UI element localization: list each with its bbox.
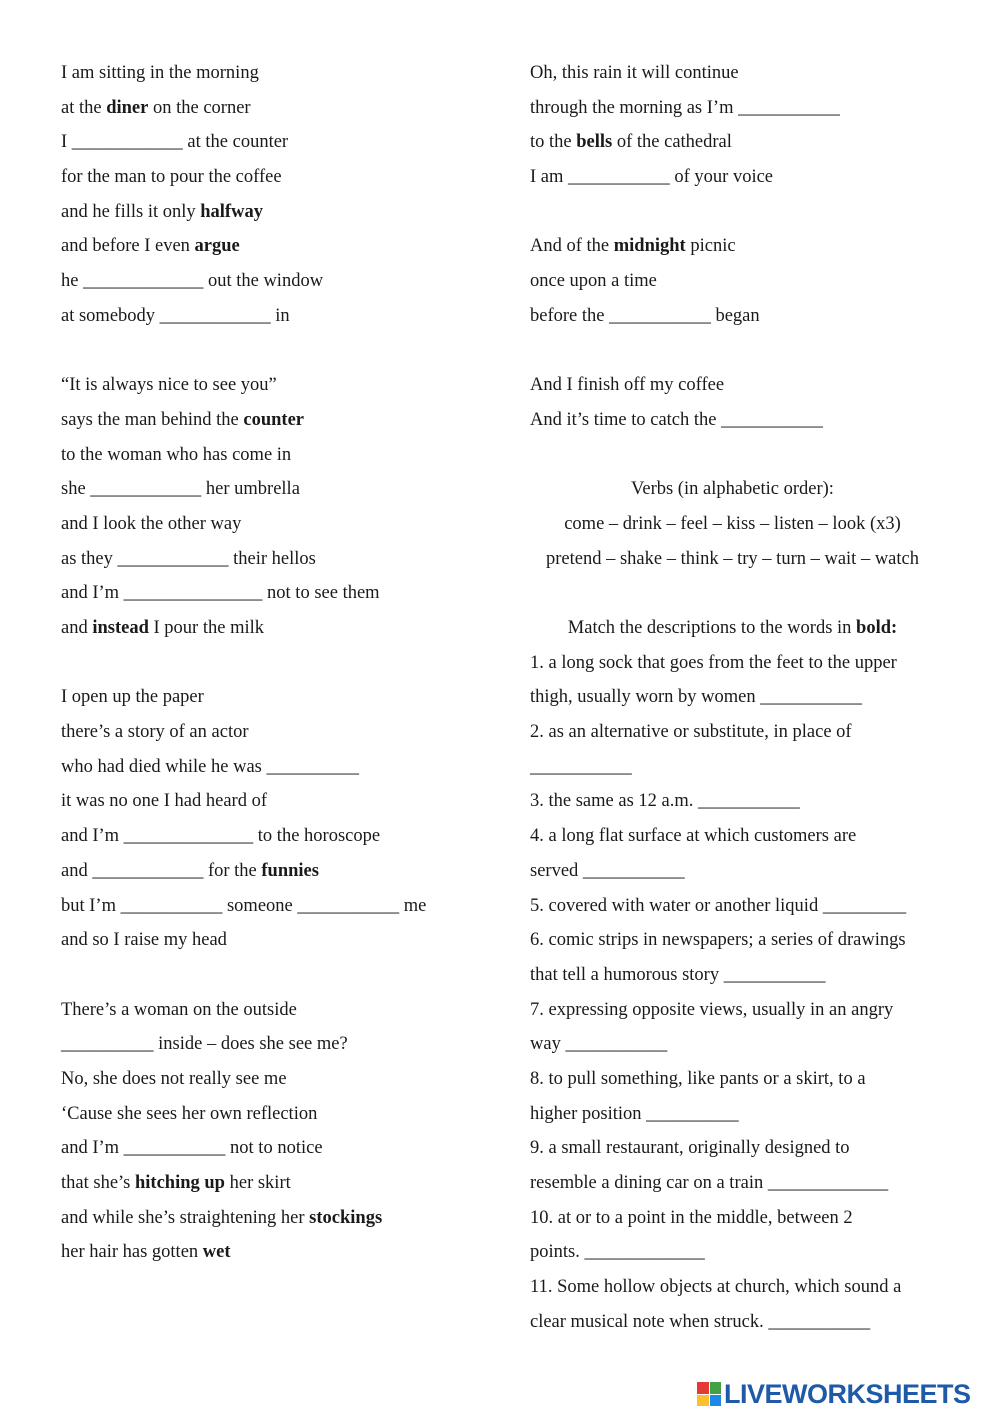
text-line [61, 472, 501, 507]
line-text: And of the [530, 236, 614, 257]
text-line [61, 819, 501, 854]
stanza-gap [530, 334, 970, 369]
line-text: thigh, usually worn by women ___________ [530, 687, 862, 708]
line-text: 11. Some hollow objects at church, which sound a [530, 1277, 902, 1298]
text-line [530, 923, 970, 958]
text-line [530, 1027, 970, 1062]
text-line [530, 125, 970, 160]
text-line [61, 1097, 501, 1132]
line-text: to the woman who has come in [61, 444, 292, 465]
line-text: once upon a time [530, 271, 657, 292]
line-text: 8. to pull something, like pants or a skirt, to a [530, 1068, 866, 1089]
text-line [61, 750, 501, 785]
text-line [530, 264, 970, 299]
bold-word: halfway [200, 201, 263, 222]
line-text: pretend – shake – think – try – turn – wait – watch [546, 548, 919, 569]
bold-word: counter [243, 409, 305, 430]
text-line [530, 1201, 970, 1236]
lyrics-column-left [61, 56, 501, 1270]
line-text: way ___________ [530, 1034, 668, 1055]
line-text: 3. the same as 12 a.m. ___________ [530, 791, 800, 812]
line-text: 7. expressing opposite views, usually in an angry [530, 999, 894, 1020]
line-text: I pour the milk [148, 618, 264, 638]
line-text: And it’s time to catch the ___________ [530, 409, 823, 430]
stanza-gap [530, 438, 970, 473]
line-text: No, she does not really see me [61, 1068, 287, 1089]
text-line [61, 507, 501, 542]
bold-word: bold: [856, 618, 898, 638]
text-line [520, 611, 945, 646]
text-line [530, 1062, 970, 1097]
line-text: and before I even [61, 236, 195, 257]
text-line [530, 993, 970, 1028]
text-line [530, 160, 970, 195]
line-text: that she’s [61, 1173, 135, 1193]
text-line [530, 56, 970, 91]
line-text: of the cathedral [612, 132, 732, 153]
line-text: and I’m ___________ not to notice [61, 1138, 323, 1159]
logo-square-icon [710, 1382, 722, 1394]
line-text: for the man to pour the coffee [61, 167, 282, 188]
text-line [61, 993, 501, 1028]
line-text: And I finish off my coffee [530, 375, 725, 396]
text-line [61, 1235, 501, 1270]
text-line [61, 923, 501, 958]
line-text: 2. as an alternative or substitute, in place of [530, 722, 852, 743]
line-text: her skirt [224, 1173, 291, 1193]
text-line [61, 576, 501, 611]
text-line [61, 1027, 501, 1062]
line-text: Oh, this rain it will continue [530, 63, 739, 83]
text-line [520, 472, 945, 507]
line-text: it was no one I had heard of [61, 791, 268, 812]
line-text: picnic [685, 236, 736, 257]
bold-word: wet [202, 1242, 231, 1263]
text-line [530, 1097, 970, 1132]
text-line [61, 91, 501, 126]
line-text: 6. comic strips in newspapers; a series of drawings [530, 930, 906, 951]
text-line [530, 1305, 970, 1340]
logo-square-icon [710, 1395, 722, 1407]
line-text: and while she’s straightening her [61, 1207, 310, 1228]
text-line [61, 299, 501, 334]
bold-word: hitching up [135, 1173, 225, 1193]
stanza-gap [61, 646, 501, 681]
text-line [530, 229, 970, 264]
text-line [61, 438, 501, 473]
text-line [61, 889, 501, 924]
text-line [530, 1131, 970, 1166]
text-line [61, 611, 501, 646]
stanza-gap [61, 958, 501, 993]
text-line [61, 1166, 501, 1201]
text-line [530, 680, 970, 715]
text-line [530, 819, 970, 854]
line-text: and so I raise my head [61, 930, 227, 951]
line-text: I am sitting in the morning [61, 63, 259, 83]
line-text: points. _____________ [530, 1242, 705, 1263]
text-line [530, 368, 970, 403]
text-line [530, 750, 970, 785]
stanza-gap [61, 334, 501, 369]
line-text: clear musical note when struck. ___________ [530, 1311, 871, 1332]
text-line [61, 195, 501, 230]
line-text: 1. a long sock that goes from the feet to the upper [530, 652, 897, 673]
text-line [61, 542, 501, 577]
line-text: 9. a small restaurant, originally designed to [530, 1138, 850, 1159]
line-text: her hair has gotten [61, 1242, 203, 1263]
line-text: I ____________ at the counter [61, 132, 289, 153]
text-line [61, 1131, 501, 1166]
text-line [61, 125, 501, 160]
line-text: and I look the other way [61, 513, 242, 534]
line-text: says the man behind the [61, 409, 244, 430]
line-text: served ___________ [530, 860, 685, 881]
logo-square-icon [697, 1382, 709, 1394]
line-text: there’s a story of an actor [61, 722, 249, 743]
bold-word: funnies [261, 860, 319, 881]
line-text: Match the descriptions to the words in [567, 618, 857, 638]
line-text: There’s a woman on the outside [61, 999, 297, 1020]
line-text: before the ___________ began [530, 305, 760, 326]
text-line [530, 1270, 970, 1305]
text-line [530, 1235, 970, 1270]
logo-square-icon [697, 1395, 709, 1407]
text-line [530, 91, 970, 126]
line-text: who had died while he was __________ [61, 756, 360, 777]
logo-mark-icon [697, 1382, 721, 1406]
text-line [530, 784, 970, 819]
line-text: at somebody ____________ in [61, 305, 290, 326]
line-text: and he fills it only [61, 201, 201, 222]
text-line [530, 889, 970, 924]
line-text: 4. a long flat surface at which customers are [530, 826, 857, 847]
stanza-gap [530, 195, 970, 230]
text-line [61, 403, 501, 438]
text-line [530, 958, 970, 993]
line-text: ‘Cause she sees her own reflection [61, 1103, 318, 1124]
line-text: and [61, 618, 93, 638]
text-line [530, 854, 970, 889]
text-line [530, 403, 970, 438]
line-text: 5. covered with water or another liquid _________ [530, 895, 907, 916]
liveworksheets-logo [697, 1377, 971, 1411]
bold-word: argue [194, 236, 240, 257]
line-text: 10. at or to a point in the middle, between 2 [530, 1207, 853, 1228]
text-line [61, 1062, 501, 1097]
line-text: come – drink – feel – kiss – listen – look (x3) [564, 513, 901, 534]
line-text: I am ___________ of your voice [530, 167, 774, 188]
line-text: he _____________ out the window [61, 271, 324, 292]
lyrics-and-exercise-column-right [530, 56, 970, 1339]
bold-word: midnight [613, 236, 686, 257]
text-line [520, 542, 945, 577]
text-line [61, 1201, 501, 1236]
line-text: but I’m ___________ someone ___________ me [61, 895, 427, 916]
line-text: I open up the paper [61, 687, 204, 708]
text-line [61, 854, 501, 889]
line-text: ___________ [530, 756, 632, 777]
line-text: that tell a humorous story ___________ [530, 964, 826, 985]
text-line [61, 160, 501, 195]
logo-wordmark: LIVEWORKSHEETS [724, 1378, 971, 1409]
stanza-gap [530, 576, 970, 611]
line-text: and ____________ for the [61, 860, 262, 881]
text-line [61, 368, 501, 403]
text-line [530, 715, 970, 750]
line-text: to the [530, 132, 577, 153]
bold-word: diner [106, 97, 149, 118]
text-line [530, 299, 970, 334]
line-text: at the [61, 97, 107, 118]
line-text: and I’m _______________ not to see them [61, 583, 380, 604]
text-line [530, 1166, 970, 1201]
bold-word: instead [92, 618, 149, 638]
text-line [61, 229, 501, 264]
text-line [61, 56, 501, 91]
text-line [530, 646, 970, 681]
line-text: Verbs (in alphabetic order): [631, 479, 834, 500]
line-text: she ____________ her umbrella [61, 479, 300, 500]
line-text: as they ____________ their hellos [61, 548, 316, 569]
text-line [61, 264, 501, 299]
line-text: “It is always nice to see you” [61, 375, 277, 396]
line-text: through the morning as I’m ___________ [530, 97, 840, 118]
line-text: on the corner [148, 97, 251, 118]
text-line [61, 680, 501, 715]
text-line [61, 784, 501, 819]
line-text: resemble a dining car on a train _____________ [530, 1173, 889, 1193]
text-line [520, 507, 945, 542]
line-text: higher position __________ [530, 1103, 739, 1124]
bold-word: stockings [309, 1207, 383, 1228]
text-line [61, 715, 501, 750]
line-text: and I’m ______________ to the horoscope [61, 826, 381, 847]
bold-word: bells [576, 132, 613, 153]
line-text: __________ inside – does she see me? [61, 1034, 348, 1055]
